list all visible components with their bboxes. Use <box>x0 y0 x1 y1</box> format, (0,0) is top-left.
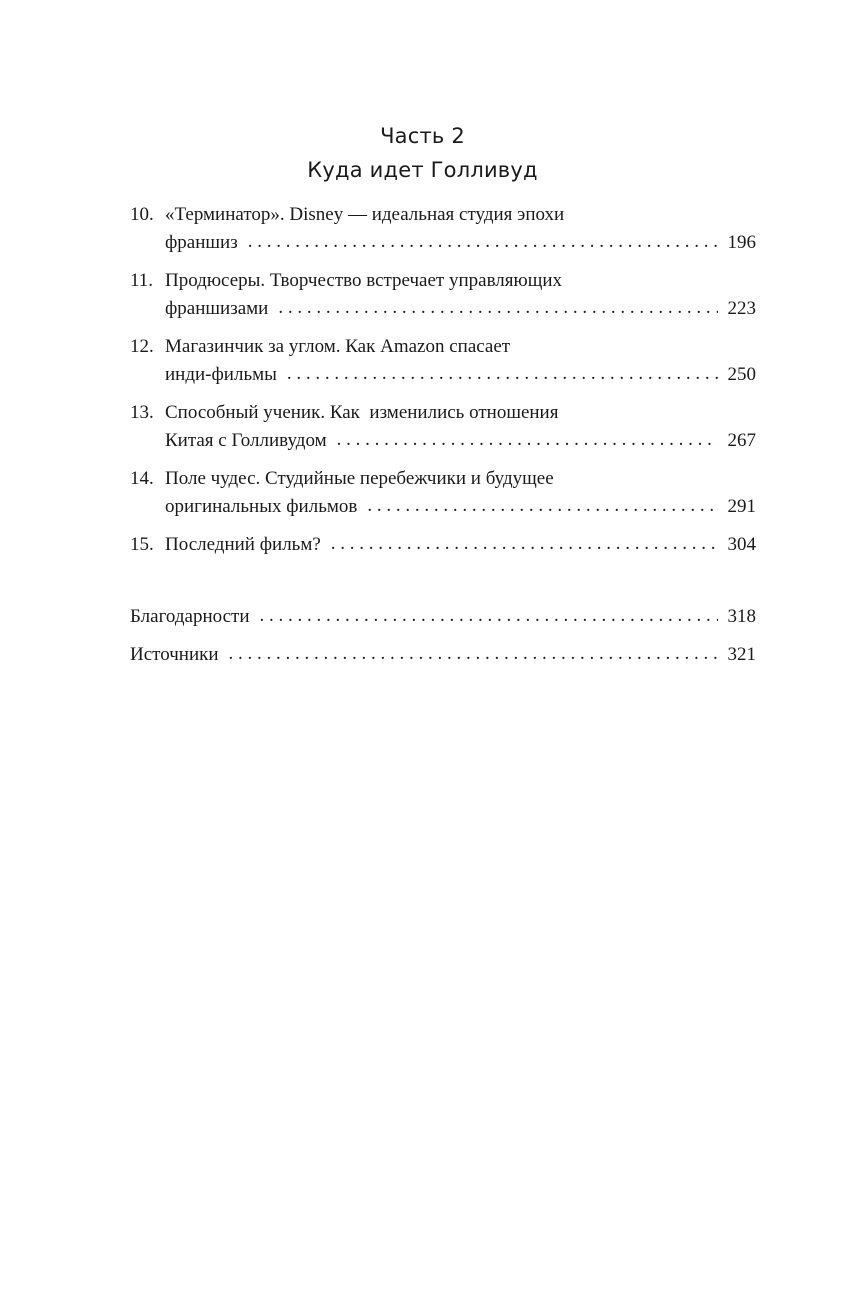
toc-entry-sources[interactable] <box>130 641 756 669</box>
page-number: 318 <box>727 606 756 627</box>
chapter-number: 13. <box>130 402 154 423</box>
dot-leader <box>278 294 717 322</box>
chapter-number: 14. <box>130 468 154 489</box>
chapter-title-line1: «Терминатор». Disney — идеальная студия эпохи <box>165 204 565 225</box>
dot-leader <box>229 640 718 668</box>
chapter-number: 15. <box>130 534 154 555</box>
toc-entry-chapter-13[interactable] <box>130 399 756 455</box>
toc-entry-chapter-11[interactable] <box>130 267 756 323</box>
dot-leader <box>337 426 718 454</box>
back-matter <box>130 603 756 669</box>
part-number: Часть 2 <box>380 124 465 148</box>
dot-leader <box>367 492 717 520</box>
dot-leader <box>287 360 718 388</box>
page-number: 223 <box>727 298 756 319</box>
chapter-title-line2: инди-фильмы <box>165 364 277 385</box>
chapter-title-line1: Способный ученик. Как изменились отношения <box>165 402 559 423</box>
part-title: Куда идет Голливуд <box>307 158 538 182</box>
chapter-title-line1: Продюсеры. Творчество встречает управляющих <box>165 270 563 291</box>
chapter-number: 12. <box>130 336 154 357</box>
chapter-title-line1: Поле чудес. Студийные перебежчики и будущее <box>165 468 554 489</box>
chapter-number: 11. <box>130 270 154 291</box>
chapter-title-line2: Китая с Голливудом <box>165 430 327 451</box>
chapter-title-line2: оригинальных фильмов <box>165 496 358 517</box>
entry-title: Источники <box>130 644 219 665</box>
toc-entry-acknowledgements[interactable] <box>130 603 756 631</box>
chapter-title-line2: франшиз <box>165 232 238 253</box>
page-number: 196 <box>727 232 756 253</box>
page-number: 321 <box>727 644 756 665</box>
chapter-number: 10. <box>130 204 154 225</box>
dot-leader <box>260 602 718 630</box>
chapter-title-line1: Магазинчик за углом. Как Amazon спасает <box>165 336 511 357</box>
chapter-title-line1: Последний фильм? <box>165 534 321 555</box>
toc-entry-chapter-10[interactable] <box>130 201 756 257</box>
page-number: 291 <box>727 496 756 517</box>
toc-entry-chapter-12[interactable] <box>130 333 756 389</box>
toc-entry-chapter-15[interactable] <box>130 531 756 559</box>
page-number: 267 <box>727 430 756 451</box>
page-number: 304 <box>727 534 756 555</box>
dot-leader <box>331 530 718 558</box>
page-number: 250 <box>727 364 756 385</box>
toc-entry-chapter-14[interactable] <box>130 465 756 521</box>
dot-leader <box>248 228 718 256</box>
table-of-contents <box>130 201 756 679</box>
chapter-title-line2: франшизами <box>165 298 269 319</box>
entry-title: Благодарности <box>130 606 250 627</box>
